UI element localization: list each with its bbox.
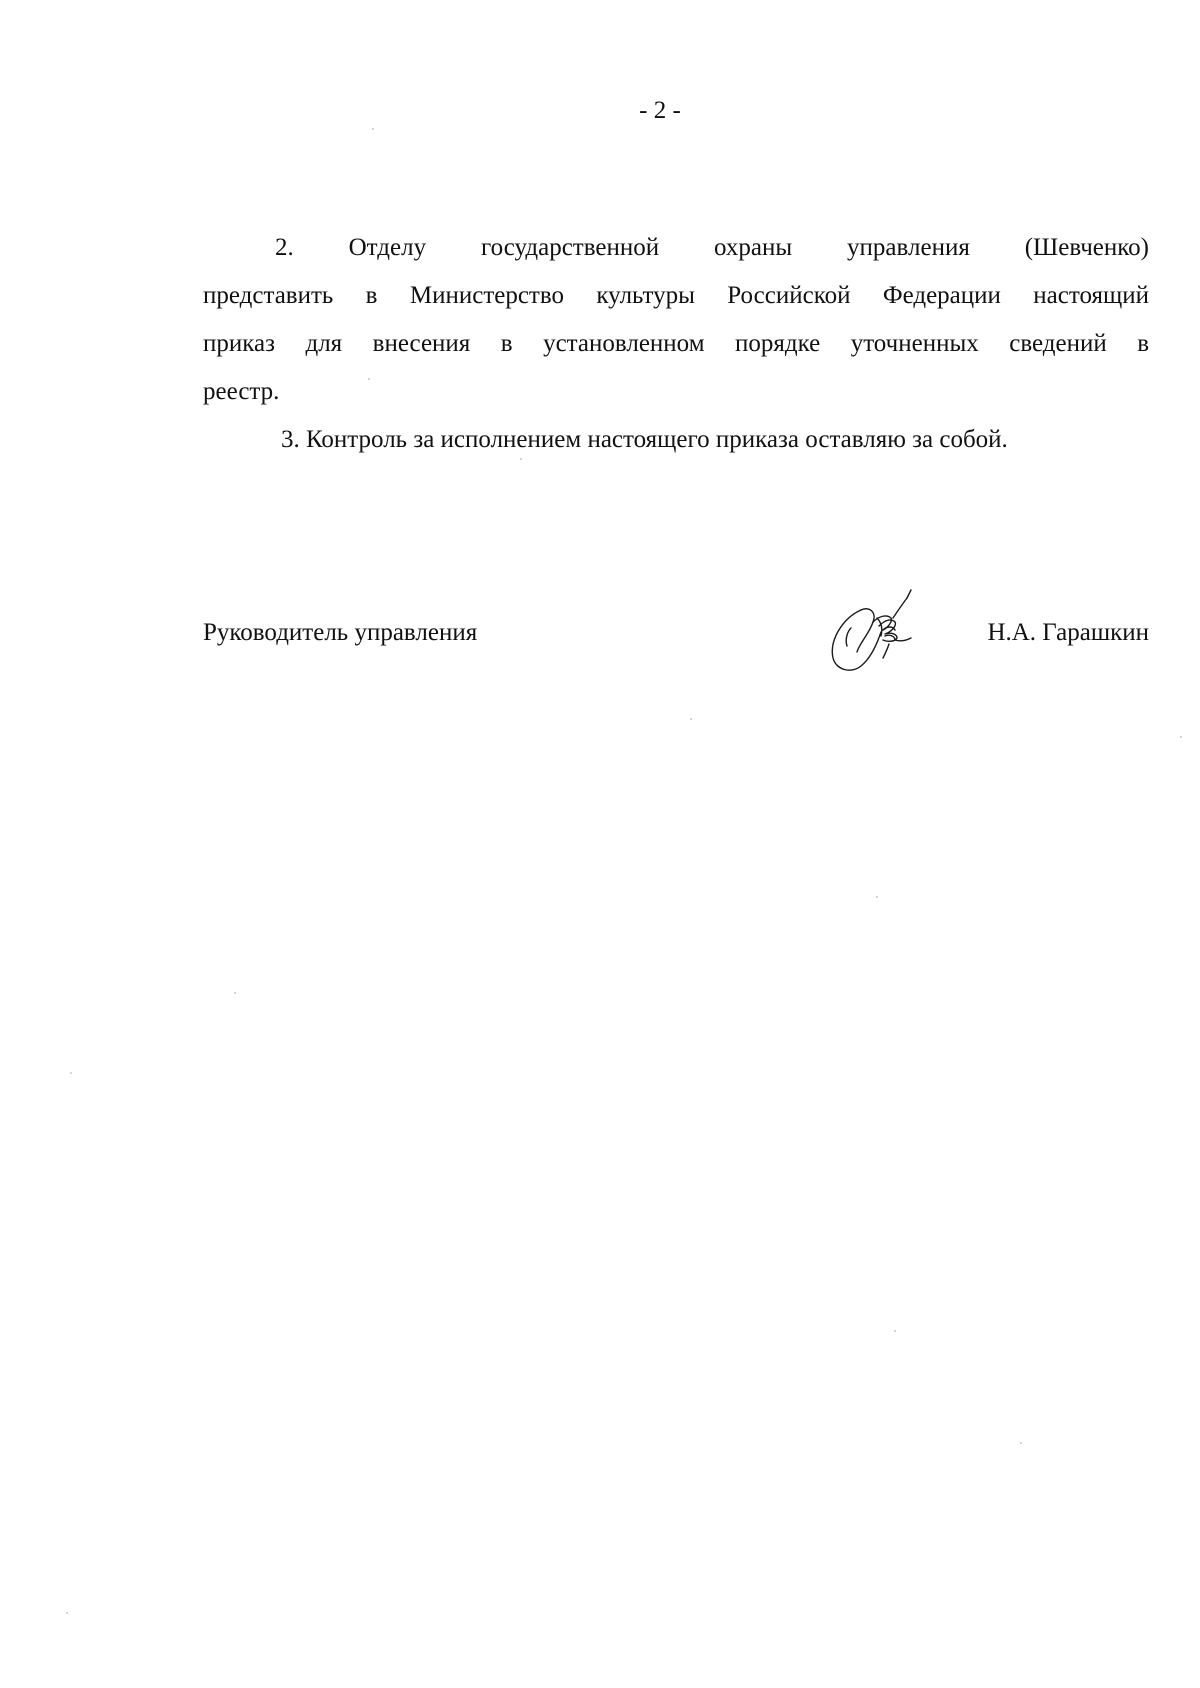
paragraph-3: 3. Контроль за исполнением настоящего приказа оставляю за собой. bbox=[281, 426, 1008, 453]
scan-speck bbox=[234, 992, 236, 994]
paragraph-2 bbox=[203, 224, 1149, 416]
page-number: - 2 - bbox=[639, 97, 681, 124]
scan-speck bbox=[70, 1072, 72, 1074]
word: государственной bbox=[480, 234, 660, 261]
scan-speck bbox=[690, 718, 692, 720]
word: управления bbox=[847, 234, 970, 261]
scan-speck bbox=[894, 1330, 896, 1332]
signature-block bbox=[203, 610, 1149, 670]
scan-speck bbox=[1180, 736, 1182, 738]
signer-title: Руководитель управления bbox=[203, 619, 478, 646]
scan-speck bbox=[1020, 1442, 1022, 1444]
signer-name: Н.А. Гарашкин bbox=[987, 619, 1149, 646]
scan-speck bbox=[876, 896, 878, 898]
scan-speck bbox=[66, 1612, 68, 1614]
paragraph-2-line: приказ для внесения в установленном порядке уточненных сведений в bbox=[203, 330, 1149, 357]
scan-speck bbox=[368, 378, 370, 380]
paragraph-2-line: реестр. bbox=[203, 378, 280, 405]
word: (Шевченко) bbox=[1024, 234, 1149, 261]
word: Отделу bbox=[348, 234, 427, 261]
paragraph-number: 2. bbox=[275, 234, 294, 261]
document-body bbox=[203, 224, 1149, 464]
scan-speck bbox=[372, 128, 374, 130]
scan-speck bbox=[520, 458, 522, 460]
paragraph-2-line: представить в Министерство культуры Российской Федерации настоящий bbox=[203, 282, 1149, 309]
handwritten-signature bbox=[821, 582, 931, 682]
word: охраны bbox=[714, 234, 793, 261]
paragraph-2-first-line bbox=[203, 224, 1149, 272]
